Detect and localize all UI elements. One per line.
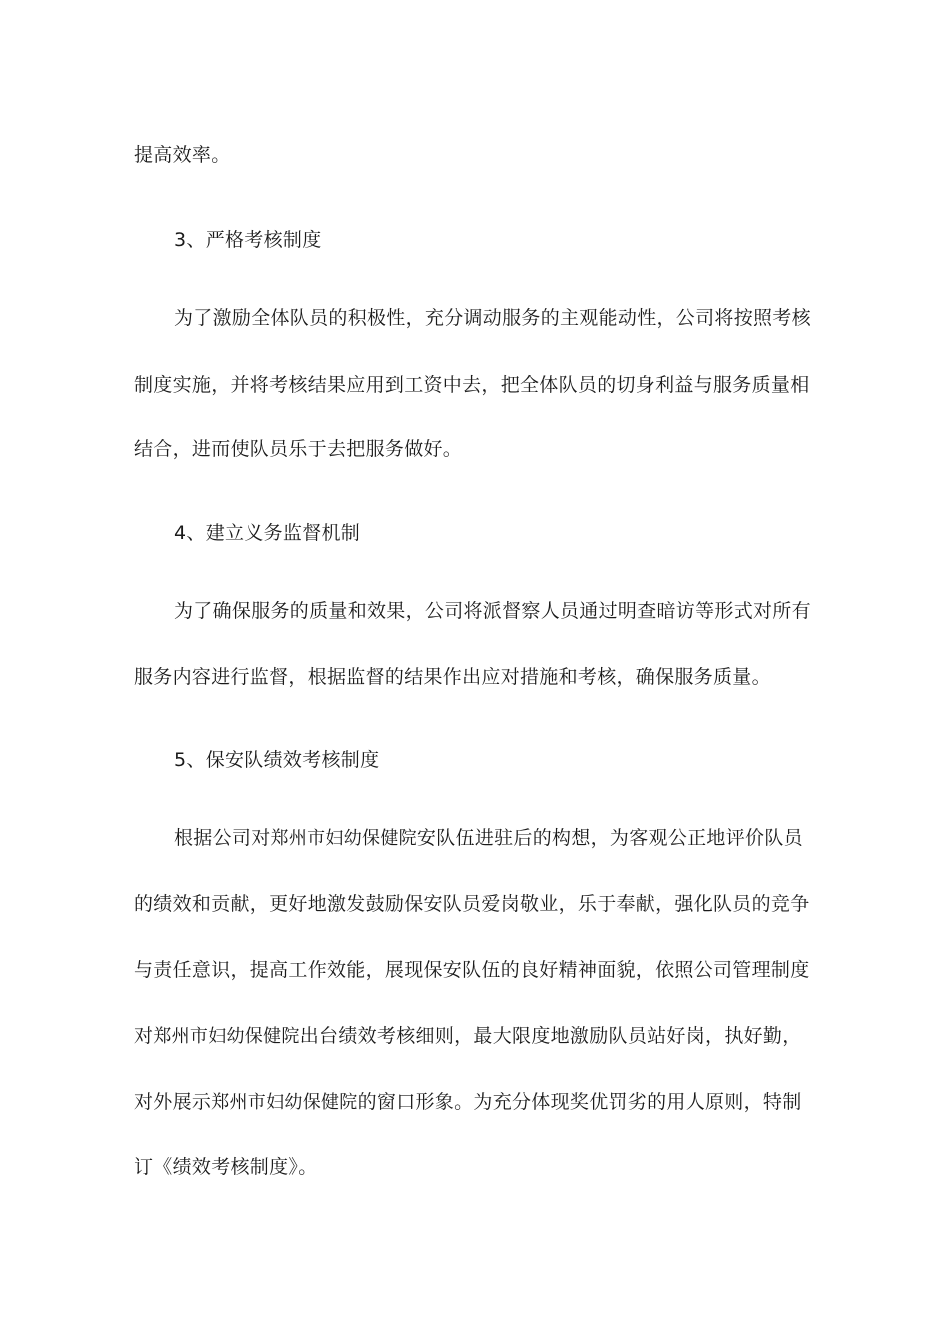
paragraph-line bbox=[134, 1090, 814, 1115]
paragraph-line bbox=[174, 826, 854, 851]
text-span: 的窗口形象。为充分体现奖优罚劣的用人原则，特制 bbox=[357, 1091, 802, 1113]
paragraph-line: 制度实施，并将考核结果应用到工资中去，把全体队员的切身利益与服务质量相 bbox=[134, 374, 810, 396]
paragraph-line: 的绩效和贡献，更好地激发鼓励保安队员爱岗敬业，乐于奉献，强化队员的竞争 bbox=[134, 893, 810, 915]
paragraph-line: 与责任意识，提高工作效能，展现保安队伍的良好精神面貌，依照公司管理制度 bbox=[134, 959, 810, 981]
text-span: 出台绩效考核细则，最大限度地激励队员站好岗，执好勤， bbox=[299, 1025, 802, 1047]
section-heading-4: 4、建立义务监督机制 bbox=[174, 522, 361, 544]
section-heading-5: 5、保安队绩效考核制度 bbox=[174, 749, 380, 771]
paragraph-line: 提高效率。 bbox=[134, 144, 231, 166]
paragraph-line: 为了确保服务的质量和效果，公司将派督察人员通过明查暗访等形式对所有 bbox=[174, 600, 811, 622]
section-heading-3: 3、严格考核制度 bbox=[174, 229, 322, 251]
text-span: 安队伍进驻后的构想，为客观公正地评价队员 bbox=[416, 827, 803, 849]
paragraph-line: 订《绩效考核制度》。 bbox=[134, 1156, 318, 1178]
text-span: 根据公司对 bbox=[174, 827, 271, 849]
text-span: 对 bbox=[134, 1025, 154, 1047]
hospital-name: 郑州市妇幼保健院 bbox=[153, 1026, 300, 1047]
paragraph-line: 服务内容进行监督，根据监督的结果作出应对措施和考核，确保服务质量。 bbox=[134, 666, 771, 688]
text-span: 对外展示 bbox=[134, 1091, 212, 1113]
paragraph-line: 为了激励全体队员的积极性，充分调动服务的主观能动性，公司将按照考核 bbox=[174, 307, 811, 329]
paragraph-line bbox=[134, 1024, 814, 1049]
paragraph-line: 结合，进而使队员乐于去把服务做好。 bbox=[134, 438, 463, 460]
hospital-name: 郑州市妇幼保健院 bbox=[270, 828, 417, 849]
hospital-name: 郑州市妇幼保健院 bbox=[211, 1092, 358, 1113]
